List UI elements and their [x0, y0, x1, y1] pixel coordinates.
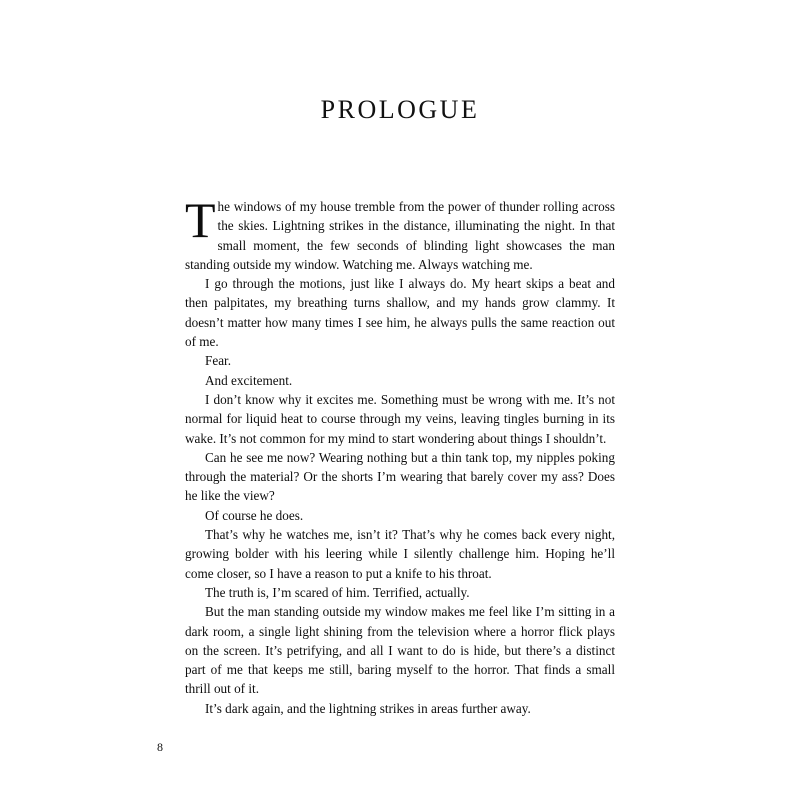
- paragraph-5: I don’t know why it excites me. Something must be wrong with me. It’s not normal for liquid heat to course through my veins, leaving tingles burning in its wake. It’s not common for my mind to start wondering about things I shouldn’t.: [185, 391, 615, 446]
- paragraph-11: It’s dark again, and the lightning strikes in areas further away.: [205, 700, 531, 716]
- paragraph-4: And excitement.: [205, 372, 293, 388]
- paragraph-7: Of course he does.: [205, 507, 304, 523]
- paragraph-1: [185, 192, 615, 274]
- drop-cap: T: [185, 192, 216, 248]
- page-title: PROLOGUE: [320, 95, 480, 124]
- body-text: [185, 192, 615, 718]
- paragraph-6: Can he see me now? Wearing nothing but a thin tank top, my nipples poking through the material? Or the shorts I’m wearing that barely cover my ass? Does he like the view?: [185, 449, 615, 504]
- paragraph-10: But the man standing outside my window makes me feel like I’m sitting in a dark room, a single light shining from the television where a horror flick plays on the screen. It’s petrifying, and all I want to do is hide, but there’s a distinct part of me that keeps me still, baring myself to the horror. That finds a small thrill out of it.: [185, 604, 615, 697]
- paragraph-3: Fear.: [205, 353, 232, 369]
- paragraph-9: The truth is, I’m scared of him. Terrified, actually.: [205, 584, 470, 600]
- paragraph-1-text: he windows of my house tremble from the power of thunder rolling across the skies. Lightning strikes in the distance, illuminating the night. In that small moment, the few seconds of blinding light showcases the man standing outside my window. Watching me. Always watching me.: [185, 199, 615, 272]
- page-content: [185, 95, 615, 718]
- paragraph-2: I go through the motions, just like I always do. My heart skips a beat and then palpitates, my breathing turns shallow, and my hands grow clammy. It doesn’t matter how many times I see him, he always pulls the same reaction out of me.: [185, 276, 615, 350]
- paragraph-8: That’s why he watches me, isn’t it? That’s why he comes back every night, growing bolder with his leering while I silently challenge him. Hoping he’ll come closer, so I have a reason to put a knife to his throat.: [185, 527, 615, 581]
- page-number: 8: [157, 740, 163, 754]
